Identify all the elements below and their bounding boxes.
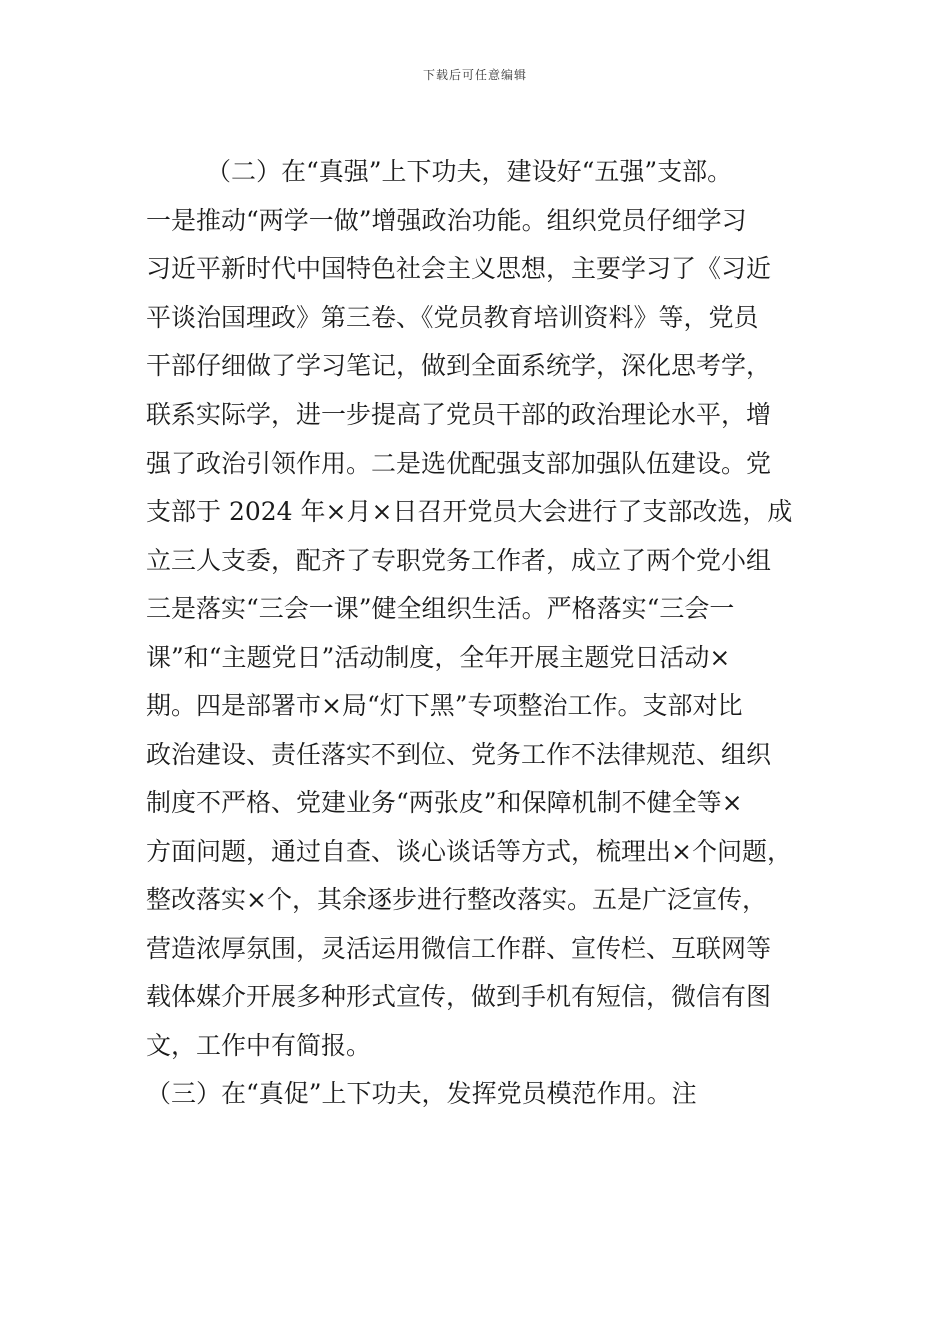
paragraph-line: 平谈治国理政》第三卷、《党员教育培训资料》等，党员 — [146, 303, 759, 332]
section-heading-two: （二）在“真强”上下功夫，建设好“五强”支部。 — [206, 157, 733, 186]
paragraph-line: 文，工作中有简报。 — [146, 1031, 372, 1060]
paragraph-line: 营造浓厚氛围，灵活运用微信工作群、宣传栏、互联网等 — [146, 934, 772, 963]
paragraph-line: 联系实际学，进一步提高了党员干部的政治理论水平，增 — [146, 400, 772, 429]
paragraph-line: 方面问题，通过自查、谈心谈话等方式，梳理出×个问题， — [146, 837, 792, 866]
paragraph-line: 课”和“主题党日”活动制度，全年开展主题党日活动× — [146, 643, 731, 672]
paragraph-line: 支部于 2024 年×月×日召开党员大会进行了支部改选，成 — [146, 497, 793, 526]
page-header: 下载后可任意编辑 — [422, 68, 527, 82]
paragraph-line: 三是落实“三会一课”健全组织生活。严格落实“三会一 — [146, 594, 735, 623]
paragraph-line: （三）在“真促”上下功夫，发挥党员模范作用。注 — [146, 1079, 697, 1108]
paragraph-line: 习近平新时代中国特色社会主义思想，主要学习了《习近 — [146, 254, 772, 283]
paragraph-line: 整改落实×个，其余逐步进行整改落实。五是广泛宣传， — [146, 885, 767, 914]
paragraph-line: 立三人支委，配齐了专职党务工作者，成立了两个党小组 — [146, 546, 772, 575]
paragraph-line: 强了政治引领作用。二是选优配强支部加强队伍建设。党 — [146, 449, 772, 478]
paragraph-line: 期。四是部署市×局“灯下黑”专项整治工作。支部对比 — [146, 691, 743, 720]
paragraph-line: 政治建设、责任落实不到位、党务工作不法律规范、组织 — [146, 740, 772, 769]
paragraph-line: 一是推动“两学一做”增强政治功能。组织党员仔细学习 — [146, 206, 747, 235]
paragraph-line: 干部仔细做了学习笔记，做到全面系统学，深化思考学， — [146, 351, 772, 380]
paragraph-line: 载体媒介开展多种形式宣传，做到手机有短信，微信有图 — [146, 982, 772, 1011]
paragraph-line: 制度不严格、党建业务“两张皮”和保障机制不健全等× — [146, 788, 743, 817]
